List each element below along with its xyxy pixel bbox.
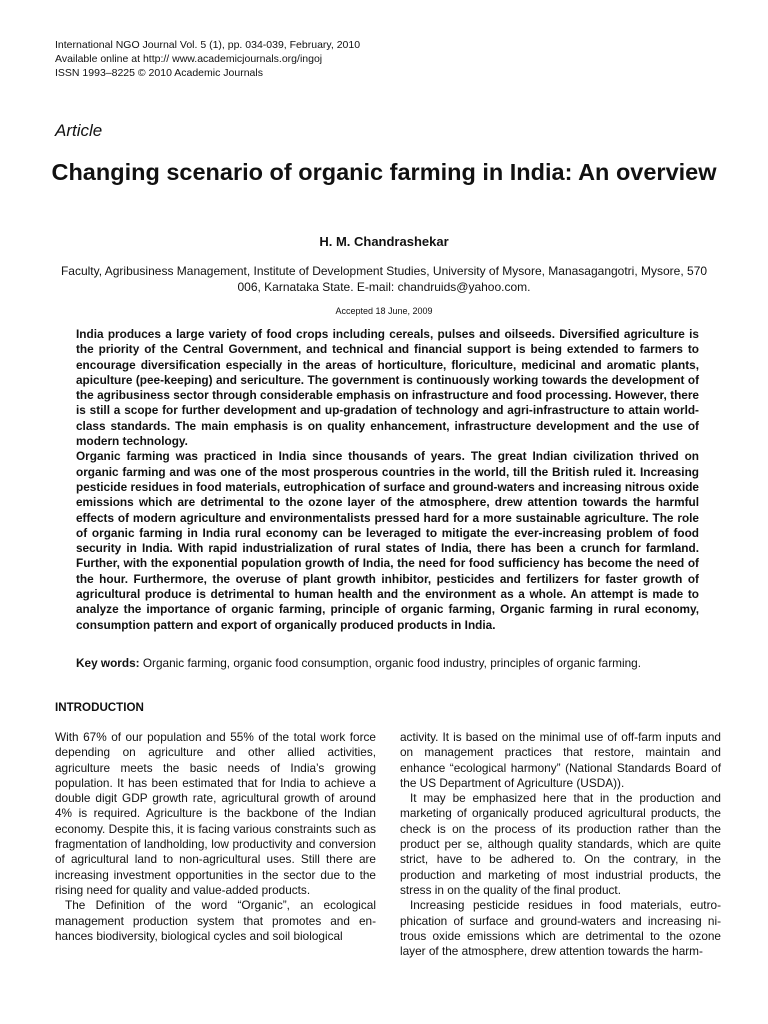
journal-issn: ISSN 1993–8225 © 2010 Academic Journals	[55, 67, 263, 79]
body-paragraph: Increasing pesticide residues in food materials, eutro-phication of surface and ground-waters and increasing ni-trous oxide emissions which are detrimental to the ozone layer of the atmosphere, drew attention towards the harm-	[400, 898, 721, 959]
author-affiliation: Faculty, Agribusiness Management, Institute of Development Studies, University of Mysore, Manasagangotri, Mysore, 570 006, Karnataka State. E-mail: chandruids@yahoo.com.	[60, 264, 708, 294]
left-column	[55, 730, 376, 944]
body-paragraph: The Definition of the word “Organic”, an ecological management production system that promotes and en-hances biodiversity, biological cycles and soil biological	[55, 898, 376, 943]
accepted-date: Accepted 18 June, 2009	[335, 306, 433, 316]
paper-title: Changing scenario of organic farming in India: An overview	[51, 159, 717, 185]
keywords-text: Organic farming, organic food consumption, organic food industry, principles of organic farming.	[139, 656, 641, 670]
abstract-paragraph: Organic farming was practiced in India since thousands of years. The great Indian civilization thrived on organic farming and was one of the most prosperous countries in the world, till the British ruled it. Increasing pesticide residues in food materials, eutrophication of surface and ground-waters and increasing nitrous oxide emissions which are detrimental to the ozone layer of the atmosphere, drew attention towards the harmful effects of modern agriculture and environmentalists pressed hard for a more sustainable agriculture. The role of organic farming in India rural economy can be leveraged to mitigate the ever-increasing problem of food security in India. With rapid industrialization of rural states of India, there has been a crunch for farmland. Further, with the exponential population growth of India, the need for food sufficiency has become the need of the hour. Furthermore, the overuse of plant growth inhibitor, pesticides and fertilizers for faster growth of agricultural produce is detrimental to human health and the environment as a whole. An attempt is made to analyze the importance of organic farming, principle of organic farming, Organic farming in rural economy, consumption pattern and export of organically produced products in India.	[76, 449, 699, 632]
body-paragraph: It may be emphasized here that in the production and marketing of organically produced agricultural products, the check is on the process of its production rather than the product per se, although quality standards, which are quite strict, have to be adhered to. On the contrary, in the production and marketing of most industrial products, the stress in on the quality of the final product.	[400, 791, 721, 897]
abstract	[76, 327, 699, 633]
abstract-paragraph: India produces a large variety of food crops including cereals, pulses and oilseeds. Diversified agriculture is the priority of the Central Government, and technical and financial support is being extended to farmers to encourage diversification especially in the areas of horticulture, floriculture, medicinal and aromatic plants, apiculture (pee-keeping) and sericulture. The government is continuously working towards the development of the agribusiness sector through considerable emphasis on infrastructure and food processing. However, there is still a scope for further development and up-gradation of technology and agri-infrastructure to attain world-class standards. The main emphasis is on quality enhancement, infrastructure development and the use of modern technology.	[76, 327, 699, 449]
journal-url: Available online at http:// www.academicjournals.org/ingoj	[55, 53, 323, 65]
section-heading-introduction: INTRODUCTION	[55, 701, 144, 714]
article-type-label: Article	[55, 121, 103, 140]
journal-citation: International NGO Journal Vol. 5 (1), pp. 034-039, February, 2010	[55, 39, 361, 51]
body-paragraph: activity. It is based on the minimal use of off-farm inputs and on management practices that restore, maintain and enhance “ecological harmony” (National Standards Board of the US Department of Agriculture (USDA)).	[400, 730, 721, 790]
keywords-label: Key words:	[76, 656, 140, 670]
keywords	[76, 656, 716, 671]
right-column	[400, 730, 721, 959]
journal-header	[55, 38, 360, 80]
body-paragraph: With 67% of our population and 55% of the total work force depending on agriculture and other allied activities, agriculture meets the basic needs of India’s growing population. It has been estimated that for India to achieve a double digit GDP growth rate, agricultural growth of around 4% is required. Agriculture is the backbone of the Indian economy. Despite this, it is facing various constraints such as fragmentation of landholding, low productivity and conversion of agricultural land to non-agricultural uses. Still there are increasing investment opportunities in the sector due to the rising need for quality and value-added products.	[55, 730, 376, 897]
author-name: H. M. Chandrashekar	[319, 234, 449, 249]
